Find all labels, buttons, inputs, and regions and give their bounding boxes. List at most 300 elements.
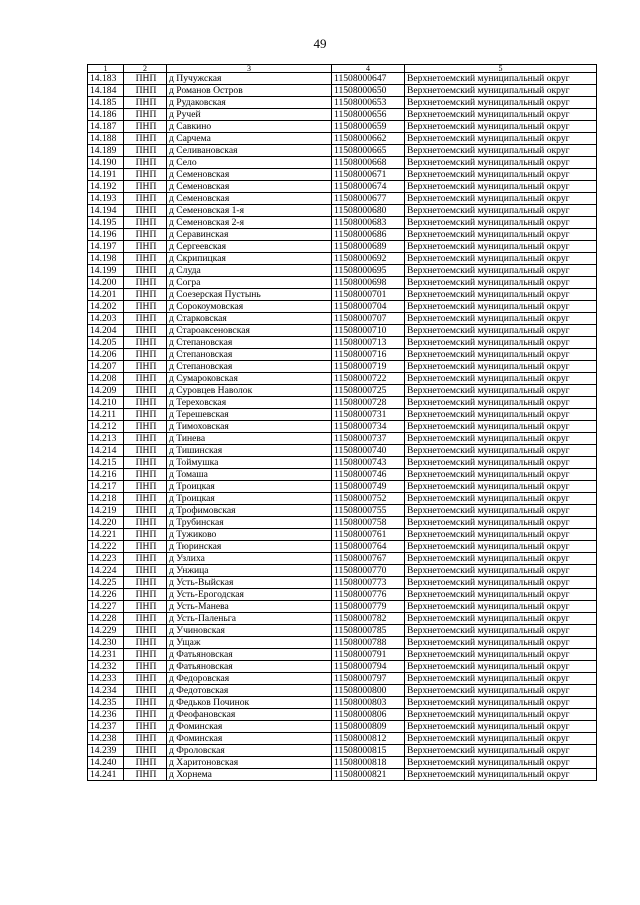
settlement-name-cell: д Тужиково <box>167 529 332 541</box>
municipality-cell: Верхнетоемский муниципальный округ <box>405 541 597 553</box>
oktmo-code-cell: 11508000713 <box>332 337 405 349</box>
table-row <box>88 169 597 181</box>
settlement-name-cell: д Сорокоумовская <box>167 301 332 313</box>
type-code-cell: ПНП <box>124 157 167 169</box>
type-code-cell: ПНП <box>124 325 167 337</box>
municipality-cell: Верхнетоемский муниципальный округ <box>405 133 597 145</box>
page-number: 49 <box>313 36 327 51</box>
table-row <box>88 325 597 337</box>
oktmo-code-cell: 11508000770 <box>332 565 405 577</box>
table-row <box>88 745 597 757</box>
type-code-cell: ПНП <box>124 733 167 745</box>
oktmo-code-cell: 11508000749 <box>332 481 405 493</box>
municipality-cell: Верхнетоемский муниципальный округ <box>405 349 597 361</box>
municipality-cell: Верхнетоемский муниципальный округ <box>405 421 597 433</box>
row-number-cell: 14.192 <box>88 181 124 193</box>
table-row <box>88 289 597 301</box>
settlement-name-cell: д Унжица <box>167 565 332 577</box>
table-row <box>88 697 597 709</box>
oktmo-code-cell: 11508000698 <box>332 277 405 289</box>
header-col-1: 1 <box>88 65 124 73</box>
municipality-cell: Верхнетоемский муниципальный округ <box>405 661 597 673</box>
settlement-name-cell: д Тоймушка <box>167 457 332 469</box>
row-number-cell: 14.202 <box>88 301 124 313</box>
row-number-cell: 14.200 <box>88 277 124 289</box>
row-number-cell: 14.233 <box>88 673 124 685</box>
municipality-cell: Верхнетоемский муниципальный округ <box>405 85 597 97</box>
row-number-cell: 14.209 <box>88 385 124 397</box>
table-row <box>88 253 597 265</box>
oktmo-code-cell: 11508000809 <box>332 721 405 733</box>
row-number-cell: 14.183 <box>88 73 124 85</box>
oktmo-code-cell: 11508000785 <box>332 625 405 637</box>
row-number-cell: 14.228 <box>88 613 124 625</box>
row-number-cell: 14.199 <box>88 265 124 277</box>
settlement-name-cell: д Тимоховская <box>167 421 332 433</box>
oktmo-code-cell: 11508000812 <box>332 733 405 745</box>
table-row <box>88 553 597 565</box>
oktmo-code-cell: 11508000764 <box>332 541 405 553</box>
type-code-cell: ПНП <box>124 169 167 181</box>
row-number-cell: 14.241 <box>88 769 124 781</box>
settlement-name-cell: д Трубинская <box>167 517 332 529</box>
table-row <box>88 265 597 277</box>
table-row <box>88 157 597 169</box>
oktmo-code-cell: 11508000779 <box>332 601 405 613</box>
oktmo-code-cell: 11508000695 <box>332 265 405 277</box>
settlement-name-cell: д Узлиха <box>167 553 332 565</box>
type-code-cell: ПНП <box>124 145 167 157</box>
municipality-cell: Верхнетоемский муниципальный округ <box>405 445 597 457</box>
municipality-cell: Верхнетоемский муниципальный округ <box>405 409 597 421</box>
table-row <box>88 277 597 289</box>
municipality-cell: Верхнетоемский муниципальный округ <box>405 625 597 637</box>
row-number-cell: 14.235 <box>88 697 124 709</box>
table-row <box>88 613 597 625</box>
table-row <box>88 529 597 541</box>
row-number-cell: 14.230 <box>88 637 124 649</box>
settlement-name-cell: д Селивановская <box>167 145 332 157</box>
settlement-name-cell: д Федьков Починок <box>167 697 332 709</box>
municipality-cell: Верхнетоемский муниципальный округ <box>405 277 597 289</box>
municipality-cell: Верхнетоемский муниципальный округ <box>405 649 597 661</box>
settlement-name-cell: д Семеновская 2-я <box>167 217 332 229</box>
oktmo-code-cell: 11508000773 <box>332 577 405 589</box>
municipality-cell: Верхнетоемский муниципальный округ <box>405 469 597 481</box>
settlement-name-cell: д Феофановская <box>167 709 332 721</box>
table-row <box>88 733 597 745</box>
oktmo-code-cell: 11508000806 <box>332 709 405 721</box>
oktmo-code-cell: 11508000740 <box>332 445 405 457</box>
table-row <box>88 625 597 637</box>
row-number-cell: 14.223 <box>88 553 124 565</box>
row-number-cell: 14.217 <box>88 481 124 493</box>
type-code-cell: ПНП <box>124 541 167 553</box>
settlement-name-cell: д Усть-Манева <box>167 601 332 613</box>
settlement-name-cell: д Серавинская <box>167 229 332 241</box>
settlement-name-cell: д Тишинская <box>167 445 332 457</box>
row-number-cell: 14.214 <box>88 445 124 457</box>
settlement-name-cell: д Троицкая <box>167 493 332 505</box>
type-code-cell: ПНП <box>124 133 167 145</box>
municipality-cell: Верхнетоемский муниципальный округ <box>405 205 597 217</box>
table-row <box>88 565 597 577</box>
type-code-cell: ПНП <box>124 241 167 253</box>
table-row <box>88 673 597 685</box>
oktmo-code-cell: 11508000746 <box>332 469 405 481</box>
oktmo-code-cell: 11508000722 <box>332 373 405 385</box>
oktmo-code-cell: 11508000728 <box>332 397 405 409</box>
row-number-cell: 14.204 <box>88 325 124 337</box>
oktmo-code-cell: 11508000761 <box>332 529 405 541</box>
municipality-cell: Верхнетоемский муниципальный округ <box>405 433 597 445</box>
oktmo-code-cell: 11508000656 <box>332 109 405 121</box>
oktmo-code-cell: 11508000677 <box>332 193 405 205</box>
municipality-cell: Верхнетоемский муниципальный округ <box>405 529 597 541</box>
settlement-name-cell: д Томаша <box>167 469 332 481</box>
settlement-name-cell: д Семеновская <box>167 193 332 205</box>
oktmo-code-cell: 11508000803 <box>332 697 405 709</box>
type-code-cell: ПНП <box>124 613 167 625</box>
type-code-cell: ПНП <box>124 73 167 85</box>
settlement-name-cell: д Сумароковская <box>167 373 332 385</box>
municipality-cell: Верхнетоемский муниципальный округ <box>405 337 597 349</box>
settlement-name-cell: д Романов Остров <box>167 85 332 97</box>
oktmo-code-cell: 11508000674 <box>332 181 405 193</box>
oktmo-code-cell: 11508000797 <box>332 673 405 685</box>
municipality-cell: Верхнетоемский муниципальный округ <box>405 289 597 301</box>
settlement-name-cell: д Село <box>167 157 332 169</box>
table-row <box>88 709 597 721</box>
table-row <box>88 481 597 493</box>
type-code-cell: ПНП <box>124 205 167 217</box>
row-number-cell: 14.213 <box>88 433 124 445</box>
table-row <box>88 541 597 553</box>
municipality-cell: Верхнетоемский муниципальный округ <box>405 145 597 157</box>
municipality-cell: Верхнетоемский муниципальный округ <box>405 769 597 781</box>
oktmo-code-cell: 11508000743 <box>332 457 405 469</box>
table-row <box>88 337 597 349</box>
row-number-cell: 14.234 <box>88 685 124 697</box>
row-number-cell: 14.215 <box>88 457 124 469</box>
row-number-cell: 14.239 <box>88 745 124 757</box>
settlement-name-cell: д Тинева <box>167 433 332 445</box>
settlement-name-cell: д Фатьяновская <box>167 649 332 661</box>
type-code-cell: ПНП <box>124 397 167 409</box>
oktmo-code-cell: 11508000683 <box>332 217 405 229</box>
settlement-name-cell: д Савкино <box>167 121 332 133</box>
municipality-cell: Верхнетоемский муниципальный округ <box>405 733 597 745</box>
table-row <box>88 133 597 145</box>
row-number-cell: 14.208 <box>88 373 124 385</box>
type-code-cell: ПНП <box>124 529 167 541</box>
row-number-cell: 14.198 <box>88 253 124 265</box>
table-row <box>88 385 597 397</box>
row-number-cell: 14.195 <box>88 217 124 229</box>
settlement-name-cell: д Троицкая <box>167 481 332 493</box>
table-row <box>88 241 597 253</box>
row-number-cell: 14.222 <box>88 541 124 553</box>
type-code-cell: ПНП <box>124 289 167 301</box>
oktmo-code-cell: 11508000680 <box>332 205 405 217</box>
municipality-cell: Верхнетоемский муниципальный округ <box>405 457 597 469</box>
settlement-name-cell: д Хорнема <box>167 769 332 781</box>
type-code-cell: ПНП <box>124 625 167 637</box>
oktmo-code-cell: 11508000767 <box>332 553 405 565</box>
oktmo-code-cell: 11508000776 <box>332 589 405 601</box>
table-row <box>88 373 597 385</box>
oktmo-code-cell: 11508000719 <box>332 361 405 373</box>
type-code-cell: ПНП <box>124 565 167 577</box>
table-row <box>88 313 597 325</box>
row-number-cell: 14.196 <box>88 229 124 241</box>
table-row <box>88 517 597 529</box>
table-row <box>88 457 597 469</box>
row-number-cell: 14.229 <box>88 625 124 637</box>
table-row <box>88 649 597 661</box>
oktmo-code-cell: 11508000734 <box>332 421 405 433</box>
type-code-cell: ПНП <box>124 769 167 781</box>
row-number-cell: 14.232 <box>88 661 124 673</box>
oktmo-code-cell: 11508000692 <box>332 253 405 265</box>
municipality-cell: Верхнетоемский муниципальный округ <box>405 193 597 205</box>
type-code-cell: ПНП <box>124 445 167 457</box>
type-code-cell: ПНП <box>124 553 167 565</box>
header-row <box>88 65 597 73</box>
type-code-cell: ПНП <box>124 349 167 361</box>
settlement-name-cell: д Степановская <box>167 337 332 349</box>
type-code-cell: ПНП <box>124 313 167 325</box>
type-code-cell: ПНП <box>124 181 167 193</box>
row-number-cell: 14.186 <box>88 109 124 121</box>
settlement-name-cell: д Федоровская <box>167 673 332 685</box>
settlement-name-cell: д Тереховская <box>167 397 332 409</box>
table-header <box>88 65 597 73</box>
municipality-cell: Верхнетоемский муниципальный округ <box>405 493 597 505</box>
settlements-table <box>87 64 597 781</box>
municipality-cell: Верхнетоемский муниципальный округ <box>405 241 597 253</box>
row-number-cell: 14.231 <box>88 649 124 661</box>
oktmo-code-cell: 11508000725 <box>332 385 405 397</box>
row-number-cell: 14.219 <box>88 505 124 517</box>
row-number-cell: 14.212 <box>88 421 124 433</box>
table-row <box>88 505 597 517</box>
oktmo-code-cell: 11508000668 <box>332 157 405 169</box>
type-code-cell: ПНП <box>124 265 167 277</box>
type-code-cell: ПНП <box>124 277 167 289</box>
municipality-cell: Верхнетоемский муниципальный округ <box>405 181 597 193</box>
type-code-cell: ПНП <box>124 301 167 313</box>
header-col-2: 2 <box>124 65 167 73</box>
row-number-cell: 14.187 <box>88 121 124 133</box>
municipality-cell: Верхнетоемский муниципальный округ <box>405 673 597 685</box>
oktmo-code-cell: 11508000731 <box>332 409 405 421</box>
row-number-cell: 14.191 <box>88 169 124 181</box>
row-number-cell: 14.185 <box>88 97 124 109</box>
table-body <box>88 73 597 781</box>
settlement-name-cell: д Семеновская <box>167 181 332 193</box>
oktmo-code-cell: 11508000755 <box>332 505 405 517</box>
type-code-cell: ПНП <box>124 481 167 493</box>
oktmo-code-cell: 11508000800 <box>332 685 405 697</box>
type-code-cell: ПНП <box>124 217 167 229</box>
row-number-cell: 14.197 <box>88 241 124 253</box>
table-row <box>88 769 597 781</box>
settlement-name-cell: д Степановская <box>167 349 332 361</box>
table-row <box>88 145 597 157</box>
settlement-name-cell: д Усть-Ерогодская <box>167 589 332 601</box>
table-row <box>88 361 597 373</box>
municipality-cell: Верхнетоемский муниципальный округ <box>405 577 597 589</box>
type-code-cell: ПНП <box>124 421 167 433</box>
municipality-cell: Верхнетоемский муниципальный округ <box>405 613 597 625</box>
settlement-name-cell: д Терешевская <box>167 409 332 421</box>
settlement-name-cell: д Соезерская Пустынь <box>167 289 332 301</box>
type-code-cell: ПНП <box>124 589 167 601</box>
header-col-3: 3 <box>167 65 332 73</box>
table-row <box>88 397 597 409</box>
type-code-cell: ПНП <box>124 253 167 265</box>
municipality-cell: Верхнетоемский муниципальный округ <box>405 73 597 85</box>
settlement-name-cell: д Учиновская <box>167 625 332 637</box>
table-row <box>88 229 597 241</box>
table-row <box>88 73 597 85</box>
municipality-cell: Верхнетоемский муниципальный округ <box>405 517 597 529</box>
municipality-cell: Верхнетоемский муниципальный округ <box>405 253 597 265</box>
settlement-name-cell: д Староаксеновская <box>167 325 332 337</box>
settlement-name-cell: д Степановская <box>167 361 332 373</box>
table-row <box>88 685 597 697</box>
type-code-cell: ПНП <box>124 433 167 445</box>
table-row <box>88 193 597 205</box>
settlement-name-cell: д Сергеевская <box>167 241 332 253</box>
type-code-cell: ПНП <box>124 745 167 757</box>
type-code-cell: ПНП <box>124 673 167 685</box>
row-number-cell: 14.216 <box>88 469 124 481</box>
settlement-name-cell: д Усть-Паленьга <box>167 613 332 625</box>
settlement-name-cell: д Фроловская <box>167 745 332 757</box>
municipality-cell: Верхнетоемский муниципальный округ <box>405 553 597 565</box>
row-number-cell: 14.193 <box>88 193 124 205</box>
row-number-cell: 14.188 <box>88 133 124 145</box>
table-row <box>88 469 597 481</box>
oktmo-code-cell: 11508000758 <box>332 517 405 529</box>
table-row <box>88 721 597 733</box>
table-row <box>88 601 597 613</box>
type-code-cell: ПНП <box>124 505 167 517</box>
row-number-cell: 14.190 <box>88 157 124 169</box>
municipality-cell: Верхнетоемский муниципальный округ <box>405 397 597 409</box>
table-row <box>88 181 597 193</box>
table-row <box>88 217 597 229</box>
type-code-cell: ПНП <box>124 697 167 709</box>
row-number-cell: 14.184 <box>88 85 124 97</box>
type-code-cell: ПНП <box>124 109 167 121</box>
type-code-cell: ПНП <box>124 469 167 481</box>
municipality-cell: Верхнетоемский муниципальный округ <box>405 637 597 649</box>
row-number-cell: 14.220 <box>88 517 124 529</box>
oktmo-code-cell: 11508000788 <box>332 637 405 649</box>
table-row <box>88 421 597 433</box>
settlement-name-cell: д Ручей <box>167 109 332 121</box>
table-row <box>88 757 597 769</box>
header-col-5: 5 <box>405 65 597 73</box>
oktmo-code-cell: 11508000647 <box>332 73 405 85</box>
oktmo-code-cell: 11508000665 <box>332 145 405 157</box>
table-row <box>88 205 597 217</box>
oktmo-code-cell: 11508000653 <box>332 97 405 109</box>
table-row <box>88 637 597 649</box>
row-number-cell: 14.201 <box>88 289 124 301</box>
type-code-cell: ПНП <box>124 493 167 505</box>
municipality-cell: Верхнетоемский муниципальный округ <box>405 301 597 313</box>
settlement-name-cell: д Пучужская <box>167 73 332 85</box>
municipality-cell: Верхнетоемский муниципальный округ <box>405 745 597 757</box>
settlement-name-cell: д Суровцев Наволок <box>167 385 332 397</box>
oktmo-code-cell: 11508000704 <box>332 301 405 313</box>
oktmo-code-cell: 11508000791 <box>332 649 405 661</box>
oktmo-code-cell: 11508000752 <box>332 493 405 505</box>
row-number-cell: 14.240 <box>88 757 124 769</box>
municipality-cell: Верхнетоемский муниципальный округ <box>405 169 597 181</box>
municipality-cell: Верхнетоемский муниципальный округ <box>405 229 597 241</box>
settlement-name-cell: д Сарчема <box>167 133 332 145</box>
municipality-cell: Верхнетоемский муниципальный округ <box>405 697 597 709</box>
oktmo-code-cell: 11508000710 <box>332 325 405 337</box>
oktmo-code-cell: 11508000737 <box>332 433 405 445</box>
type-code-cell: ПНП <box>124 193 167 205</box>
oktmo-code-cell: 11508000686 <box>332 229 405 241</box>
municipality-cell: Верхнетоемский муниципальный округ <box>405 97 597 109</box>
municipality-cell: Верхнетоемский муниципальный округ <box>405 505 597 517</box>
municipality-cell: Верхнетоемский муниципальный округ <box>405 757 597 769</box>
oktmo-code-cell: 11508000659 <box>332 121 405 133</box>
row-number-cell: 14.225 <box>88 577 124 589</box>
settlement-name-cell: д Семеновская 1-я <box>167 205 332 217</box>
row-number-cell: 14.206 <box>88 349 124 361</box>
municipality-cell: Верхнетоемский муниципальный округ <box>405 313 597 325</box>
type-code-cell: ПНП <box>124 661 167 673</box>
oktmo-code-cell: 11508000662 <box>332 133 405 145</box>
type-code-cell: ПНП <box>124 373 167 385</box>
type-code-cell: ПНП <box>124 85 167 97</box>
table-row <box>88 445 597 457</box>
oktmo-code-cell: 11508000707 <box>332 313 405 325</box>
row-number-cell: 14.194 <box>88 205 124 217</box>
municipality-cell: Верхнетоемский муниципальный округ <box>405 325 597 337</box>
row-number-cell: 14.238 <box>88 733 124 745</box>
table-row <box>88 85 597 97</box>
municipality-cell: Верхнетоемский муниципальный округ <box>405 709 597 721</box>
settlement-name-cell: д Харитоновская <box>167 757 332 769</box>
row-number-cell: 14.218 <box>88 493 124 505</box>
row-number-cell: 14.203 <box>88 313 124 325</box>
settlement-name-cell: д Семеновская <box>167 169 332 181</box>
oktmo-code-cell: 11508000716 <box>332 349 405 361</box>
oktmo-code-cell: 11508000650 <box>332 85 405 97</box>
municipality-cell: Верхнетоемский муниципальный округ <box>405 721 597 733</box>
row-number-cell: 14.221 <box>88 529 124 541</box>
oktmo-code-cell: 11508000818 <box>332 757 405 769</box>
table-row <box>88 661 597 673</box>
type-code-cell: ПНП <box>124 721 167 733</box>
type-code-cell: ПНП <box>124 517 167 529</box>
settlement-name-cell: д Фоминская <box>167 721 332 733</box>
settlement-name-cell: д Усть-Выйская <box>167 577 332 589</box>
type-code-cell: ПНП <box>124 649 167 661</box>
municipality-cell: Верхнетоемский муниципальный округ <box>405 109 597 121</box>
row-number-cell: 14.189 <box>88 145 124 157</box>
